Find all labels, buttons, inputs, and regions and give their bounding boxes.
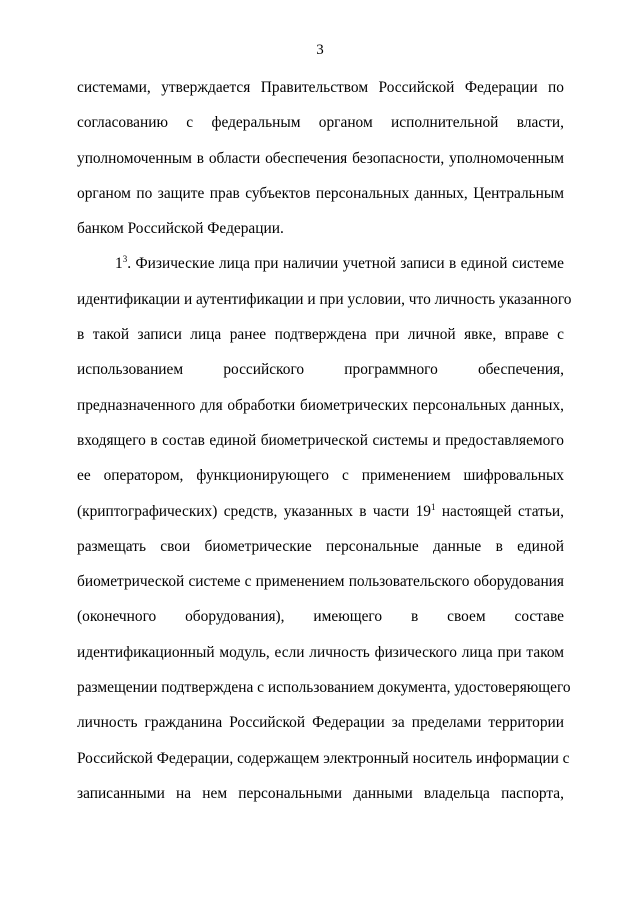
text-line: (оконечного оборудования), имеющего в своем составе	[77, 608, 564, 626]
text-line: банком Российской Федерации.	[77, 220, 284, 238]
paragraph-number: 1	[115, 255, 123, 273]
text-line: биометрической системе с применением пользовательского оборудования	[77, 573, 564, 591]
text-fragment: (криптографических) средств, указанных в части 19	[77, 502, 431, 520]
paragraph-number-superscript: 3	[122, 254, 128, 265]
text-line: входящего в состав единой биометрической системы и предоставляемого	[77, 431, 564, 449]
text-line: системами, утверждается Правительством Российской Федерации по	[77, 79, 564, 96]
text-line: органом по защите прав субъектов персональных данных, Центральным	[77, 184, 564, 202]
reference-superscript: 1	[430, 501, 436, 512]
paragraph-first-line	[77, 255, 564, 290]
text-line: идентификации и аутентификации и при условии, что личность указанного	[77, 290, 572, 308]
text-line: размещать свои биометрические персональные данные в единой	[77, 537, 564, 555]
text-line: записанными на нем персональными данными владельца паспорта,	[77, 784, 564, 802]
text-line: согласованию с федеральным органом исполнительной власти,	[77, 114, 564, 132]
text-fragment: настоящей статьи,	[435, 502, 564, 520]
text-line: личность гражданина Российской Федерации за пределами территории	[77, 714, 564, 732]
document-body	[77, 79, 572, 820]
text-line-with-reference	[77, 503, 564, 538]
page-number: 3	[316, 42, 324, 58]
text-line: в такой записи лица ранее подтверждена при личной явке, вправе с	[77, 326, 564, 344]
text-line: размещении подтверждена с использованием документа, удостоверяющего	[77, 679, 571, 697]
text-fragment: . Физические лица при наличии учетной записи в единой системе	[127, 255, 564, 273]
text-line: идентификационный модуль, если личность физического лица при таком	[77, 643, 564, 661]
text-line: предназначенного для обработки биометрических персональных данных,	[77, 396, 564, 414]
text-line: уполномоченным в области обеспечения безопасности, уполномоченным	[77, 149, 564, 167]
text-line: ее оператором, функционирующего с применением шифровальных	[77, 467, 564, 485]
text-line: Российской Федерации, содержащем электронный носитель информации с	[77, 749, 570, 767]
text-line: использованием российского программного обеспечения,	[77, 361, 564, 379]
